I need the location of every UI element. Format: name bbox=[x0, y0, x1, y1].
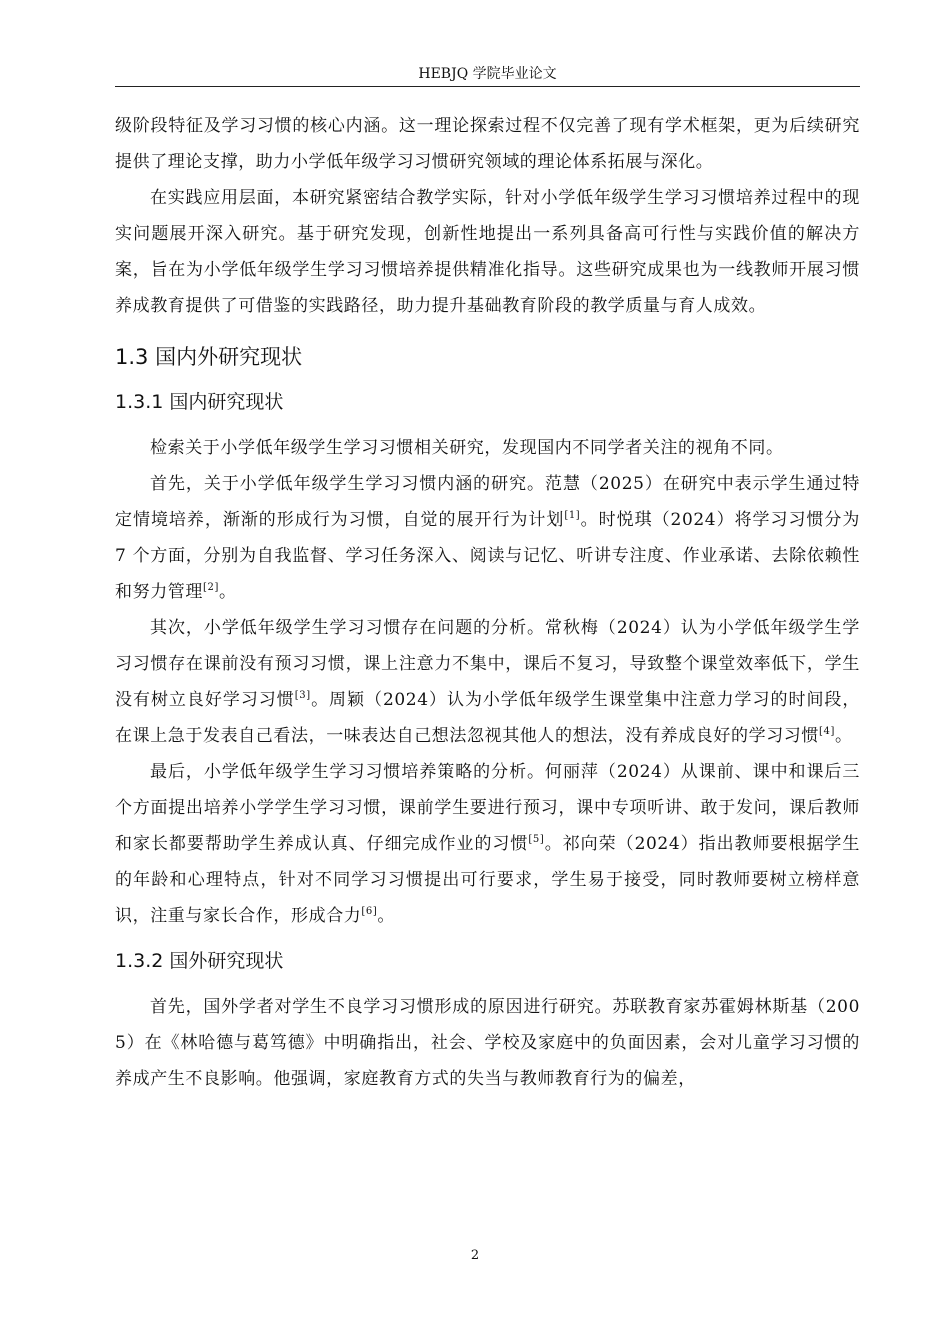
section-heading-1-3-2: 1.3.2 国外研究现状 bbox=[115, 950, 284, 972]
paragraph-connotation bbox=[115, 466, 860, 610]
paragraph-continued: 级阶段特征及学习习惯的核心内涵。这一理论探索过程不仅完善了现有学术框架，更为后续研究提供了理论支撑，助力小学低年级学习习惯研究领域的理论体系拓展与深化。 bbox=[115, 116, 860, 172]
page-number: 2 bbox=[470, 1248, 480, 1263]
citation-6: [6] bbox=[361, 906, 378, 917]
section-heading-1-3: 1.3 国内外研究现状 bbox=[115, 345, 303, 369]
paragraph-strategies bbox=[115, 754, 860, 934]
citation-5: [5] bbox=[528, 834, 545, 845]
paragraph-text: 。周颖（2024）认为小学低年级学生课堂集中注意力学习的时间段，在课上急于发表自己看法，一味表达自己想法忽视其他人的想法，没有养成良好的学习习惯 bbox=[115, 690, 860, 746]
paragraph-text: 。 bbox=[218, 582, 237, 602]
citation-3: [3] bbox=[294, 690, 311, 701]
paragraph-text: 。时悦琪（2024）将学习习惯分为 7 个方面，分别为自我监督、学习任务深入、阅读与记忆、听讲专注度、作业承诺、去除依赖性和努力管理 bbox=[115, 510, 861, 602]
paragraph-foreign-causes: 首先，国外学者对学生不良学习习惯形成的原因进行研究。苏联教育家苏霍姆林斯基（2005）在《林哈德与葛笃德》中明确指出，社会、学校及家庭中的负面因素，会对儿童学习习惯的养成产生不良影响。他强调，家庭教育方式的失当与教师教育行为的偏差， bbox=[115, 997, 860, 1089]
citation-4: [4] bbox=[819, 726, 835, 737]
paragraph-search-intro: 检索关于小学低年级学生学习习惯相关研究，发现国内不同学者关注的视角不同。 bbox=[150, 438, 784, 458]
paragraph-text: 最后，小学低年级学生学习习惯培养策略的分析。何丽萍（2024）从课前、课中和课后三个方面提出培养小学学生学习习惯，课前学生要进行预习，课中专项听讲、敢于发问，课后教师和家长都要帮助学生养成认真、仔细完成作业的习惯 bbox=[115, 762, 860, 854]
paragraph-text: 其次，小学低年级学生学习习惯存在问题的分析。常秋梅（2024）认为小学低年级学生学习习惯存在课前没有预习习惯，课上注意力不集中，课后不复习，导致整个课堂效率低下，学生没有树立良好学习习惯 bbox=[115, 618, 860, 710]
paragraph-text: 。 bbox=[834, 726, 853, 746]
paragraph-practice: 在实践应用层面，本研究紧密结合教学实际，针对小学低年级学生学习习惯培养过程中的现实问题展开深入研究。基于研究发现，创新性地提出一系列具备高可行性与实践价值的解决方案，旨在为小学低年级学生学习习惯培养提供精准化指导。这些研究成果也为一线教师开展习惯养成教育提供了可借鉴的实践路径，助力提升基础教育阶段的教学质量与育人成效。 bbox=[115, 188, 860, 316]
paragraph-text: 首先，关于小学低年级学生学习习惯内涵的研究。范慧（2025）在研究中表示学生通过特定情境培养，渐渐的形成行为习惯，自觉的展开行为计划 bbox=[115, 474, 860, 530]
page-body bbox=[115, 108, 860, 1097]
citation-1: [1] bbox=[564, 510, 581, 521]
paragraph-problems bbox=[115, 610, 860, 754]
section-heading-1-3-1: 1.3.1 国内研究现状 bbox=[115, 391, 284, 413]
citation-2: [2] bbox=[203, 582, 219, 593]
paragraph-text: 。祁向荣（2024）指出教师要根据学生的年龄和心理特点，针对不同学习习惯提出可行要求，学生易于接受，同时教师要树立榜样意识，注重与家长合作，形成合力 bbox=[115, 834, 860, 926]
running-header: HEBJQ 学院毕业论文 bbox=[115, 62, 860, 87]
paragraph-text: 。 bbox=[377, 906, 395, 926]
